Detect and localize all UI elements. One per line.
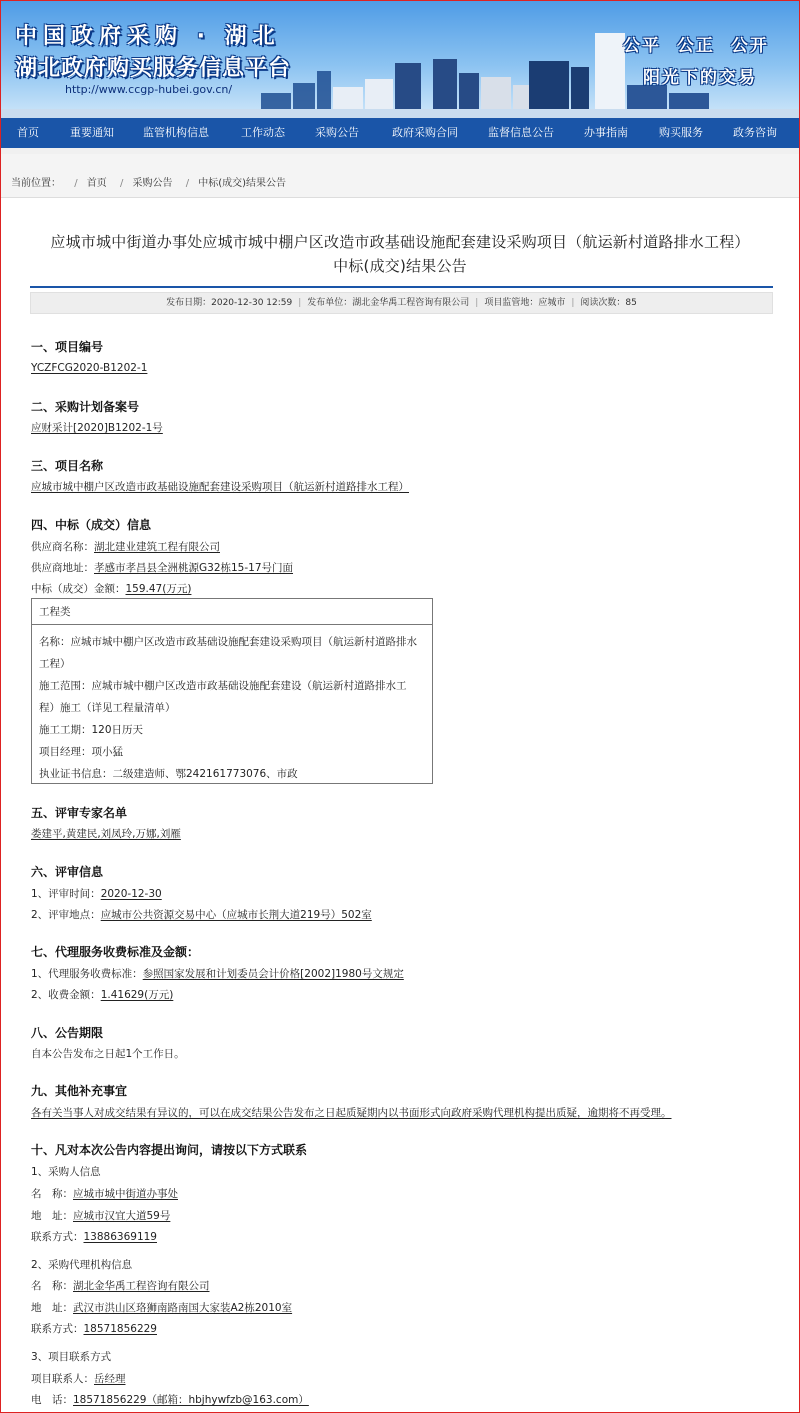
breadcrumb-item-announcements[interactable]: 采购公告 bbox=[132, 178, 173, 189]
agency-address-label: 地 址： bbox=[31, 1302, 73, 1314]
section-heading-7: 七、代理服务收费标准及金额： bbox=[31, 945, 200, 959]
supplementary-notes-value: 各有关当事人对成交结果有异议的，可以在成交结果公告发布之日起质疑期内以书面形式向政府采购代理机构提出质疑，逾期将不再受理。 bbox=[31, 1107, 672, 1119]
fee-standard-row bbox=[31, 966, 404, 981]
supplier-name-row bbox=[31, 539, 220, 554]
purchaser-address-row bbox=[31, 1208, 170, 1223]
project-contact-person-row bbox=[31, 1371, 126, 1386]
breadcrumb bbox=[11, 174, 292, 189]
award-amount-label: 中标（成交）金额： bbox=[31, 583, 126, 595]
fee-amount: 1.41629(万元) bbox=[100, 989, 174, 1001]
breadcrumb-separator: / bbox=[119, 178, 124, 189]
agency-address: 武汉市洪山区珞狮南路南国大家装A2栋2010室 bbox=[73, 1302, 293, 1314]
breadcrumb-item-current[interactable]: 中标(成交)结果公告 bbox=[198, 178, 287, 189]
supplier-name: 湖北建业建筑工程有限公司 bbox=[94, 541, 220, 553]
supplier-address-row bbox=[31, 560, 293, 575]
agency-name-row bbox=[31, 1278, 210, 1293]
supplier-address-label: 供应商地址： bbox=[31, 562, 94, 574]
supplier-address: 孝感市孝昌县全洲桃源G32栋15-17号门面 bbox=[94, 562, 294, 574]
agency-info-heading: 2、采购代理机构信息 bbox=[31, 1259, 133, 1271]
nav-item-announcements[interactable]: 采购公告 bbox=[315, 126, 359, 139]
project-name bbox=[31, 479, 409, 494]
agency-contact-row bbox=[31, 1321, 157, 1336]
fee-amount-row bbox=[31, 987, 173, 1002]
notice-period: 自本公告发布之日起1个工作日。 bbox=[31, 1048, 185, 1060]
section-heading-1: 一、项目编号 bbox=[31, 340, 104, 354]
breadcrumb-separator: / bbox=[74, 178, 78, 189]
section-heading-2: 二、采购计划备案号 bbox=[31, 400, 140, 414]
site-title-line2: 湖北政府购买服务信息平台 bbox=[15, 56, 292, 81]
nav-item-notice[interactable]: 重要通知 bbox=[70, 126, 114, 139]
section-heading-6: 六、评审信息 bbox=[31, 865, 104, 879]
slogan-line1: 公平 公正 公开 bbox=[623, 36, 769, 56]
engineering-info-body bbox=[32, 625, 432, 785]
project-contact-heading: 3、项目联系方式 bbox=[31, 1351, 112, 1363]
engineering-info-header: 工程类 bbox=[32, 599, 432, 625]
site-url[interactable]: http://www.ccgp-hubei.gov.cn/ bbox=[65, 83, 233, 96]
project-contact-person: 岳经理 bbox=[94, 1373, 126, 1385]
engineering-certificate: 执业证书信息：二级建造师、鄂242161773076、市政 bbox=[39, 768, 298, 780]
nav-item-services[interactable]: 购买服务 bbox=[659, 126, 703, 139]
engineering-scope-line1: 施工范围：应城市城中棚户区改造市政基础设施配套建设（航运新村道路排水工 bbox=[39, 680, 407, 692]
meta-publish-date: 发布日期：2020-12-30 12:59 bbox=[166, 298, 293, 308]
project-contact-phone: 18571856229（邮箱：hbjhywfzb@163.com） bbox=[73, 1394, 309, 1406]
article-title bbox=[30, 230, 770, 278]
article-title-line2: 中标(成交)结果公告 bbox=[333, 257, 467, 275]
purchaser-contact: 13886369119 bbox=[83, 1231, 157, 1243]
agency-name: 湖北金华禹工程咨询有限公司 bbox=[73, 1280, 210, 1292]
project-contact-person-label: 项目联系人： bbox=[31, 1373, 94, 1385]
main-nav bbox=[1, 118, 799, 148]
plan-record-number bbox=[31, 420, 163, 435]
nav-item-regulator[interactable]: 监管机构信息 bbox=[143, 126, 209, 139]
nav-item-contracts[interactable]: 政府采购合同 bbox=[392, 126, 458, 139]
purchaser-address-label: 地 址： bbox=[31, 1210, 73, 1222]
purchaser-contact-row bbox=[31, 1229, 157, 1244]
project-contact-phone-label: 电 话： bbox=[31, 1394, 73, 1406]
breadcrumb-bar bbox=[1, 148, 799, 198]
purchaser-name-label: 名 称： bbox=[31, 1188, 73, 1200]
agency-contact-label: 联系方式： bbox=[31, 1323, 84, 1335]
engineering-period: 施工工期：120日历天 bbox=[39, 724, 144, 736]
purchaser-name: 应城市城中街道办事处 bbox=[73, 1188, 178, 1200]
purchaser-address: 应城市汉宜大道59号 bbox=[73, 1210, 171, 1222]
fee-standard: 参照国家发展和计划委员会计价格[2002]1980号文规定 bbox=[142, 968, 404, 980]
section-heading-10: 十、凡对本次公告内容提出询问，请按以下方式联系 bbox=[31, 1143, 308, 1157]
engineering-name-line2: 工程） bbox=[39, 658, 71, 670]
title-divider bbox=[30, 286, 773, 288]
engineering-info-box bbox=[31, 598, 433, 784]
expert-list-value: 娄建平,黄建民,刘凤玲,万娜,刘雁 bbox=[31, 828, 181, 840]
breadcrumb-separator: / bbox=[185, 178, 190, 189]
meta-region: 项目监管地：应城市 bbox=[484, 298, 566, 308]
engineering-manager: 项目经理：项小猛 bbox=[39, 746, 123, 758]
supplier-name-label: 供应商名称： bbox=[31, 541, 94, 553]
review-time-label: 1、评审时间： bbox=[31, 888, 101, 900]
nav-item-home[interactable]: 首页 bbox=[17, 126, 39, 139]
agency-address-row bbox=[31, 1300, 292, 1315]
engineering-name-line1: 名称：应城市城中棚户区改造市政基础设施配套建设采购项目（航运新村道路排水 bbox=[39, 636, 417, 648]
section-heading-4: 四、中标（成交）信息 bbox=[31, 518, 152, 532]
project-number bbox=[31, 362, 147, 374]
project-contact-phone-row bbox=[31, 1392, 309, 1407]
article-title-line1: 应城市城中街道办事处应城市城中棚户区改造市政基础设施配套建设采购项目（航运新村道路排水工程） bbox=[50, 233, 750, 251]
purchaser-info-heading: 1、采购人信息 bbox=[31, 1166, 101, 1178]
nav-item-news[interactable]: 工作动态 bbox=[241, 126, 285, 139]
article-meta: 发布日期：2020-12-30 12:59 | 发布单位：湖北金华禹工程咨询有限公司 | 项目监管地：应城市 | 阅读次数：85 bbox=[30, 292, 773, 314]
supplementary-notes bbox=[31, 1105, 672, 1120]
review-time: 2020-12-30 bbox=[100, 888, 162, 900]
engineering-scope-line2: 程）施工（详见工程量清单） bbox=[39, 702, 176, 714]
project-number-value: YCZFCG2020-B1202-1 bbox=[31, 362, 148, 374]
nav-item-guide[interactable]: 办事指南 bbox=[584, 126, 628, 139]
plan-record-number-value: 应财采计[2020]B1202-1号 bbox=[31, 422, 163, 434]
purchaser-name-row bbox=[31, 1186, 178, 1201]
review-place-row bbox=[31, 907, 372, 922]
section-heading-8: 八、公告期限 bbox=[31, 1026, 104, 1040]
fee-amount-label: 2、收费金额： bbox=[31, 989, 101, 1001]
expert-list bbox=[31, 826, 181, 841]
meta-publisher: 发布单位：湖北金华禹工程咨询有限公司 bbox=[307, 298, 470, 308]
breadcrumb-item-home[interactable]: 首页 bbox=[86, 178, 107, 189]
purchaser-contact-label: 联系方式： bbox=[31, 1231, 84, 1243]
slogan-line2: 阳光下的交易 bbox=[643, 68, 757, 88]
agency-contact: 18571856229 bbox=[83, 1323, 157, 1335]
section-heading-5: 五、评审专家名单 bbox=[31, 806, 128, 820]
award-amount: 159.47(万元) bbox=[125, 583, 192, 595]
section-heading-3: 三、项目名称 bbox=[31, 459, 104, 473]
agency-name-label: 名 称： bbox=[31, 1280, 73, 1292]
nav-item-consult[interactable]: 政务咨询 bbox=[733, 126, 777, 139]
award-amount-row bbox=[31, 581, 191, 596]
meta-views: 阅读次数：85 bbox=[580, 298, 637, 308]
review-place: 应城市公共资源交易中心（应城市长荆大道219号）502室 bbox=[100, 909, 372, 921]
review-time-row bbox=[31, 886, 162, 901]
project-name-value: 应城市城中棚户区改造市政基础设施配套建设采购项目（航运新村道路排水工程） bbox=[31, 481, 409, 493]
header-banner bbox=[1, 1, 799, 118]
review-place-label: 2、评审地点： bbox=[31, 909, 101, 921]
fee-standard-label: 1、代理服务收费标准： bbox=[31, 968, 143, 980]
breadcrumb-label: 当前位置： bbox=[11, 178, 61, 189]
nav-item-supervision[interactable]: 监督信息公告 bbox=[488, 126, 554, 139]
section-heading-9: 九、其他补充事宜 bbox=[31, 1084, 128, 1098]
site-title-line1: 中国政府采购 · 湖北 bbox=[15, 24, 281, 49]
